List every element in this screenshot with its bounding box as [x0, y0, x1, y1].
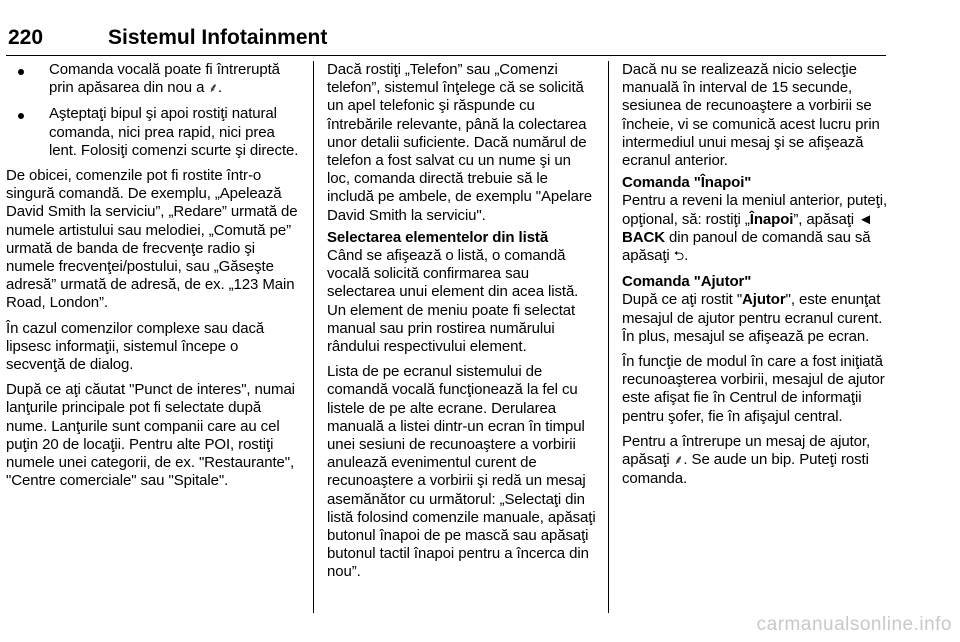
- paragraph: Când se afişează o listă, o comandă vocală solicită confirmarea sau selectarea unui element din acea listă. Un element de meniu poate fi selectat manual sau prin rostirea numărului rândului respectivului element.: [327, 247, 579, 356]
- column-divider-1: [313, 61, 314, 613]
- voice-command-icon: ⸙: [208, 81, 219, 97]
- bold-text: Ajutor: [742, 291, 786, 309]
- paragraph: Dacă nu se realizează nicio selecţie manuală în interval de 15 secunde, sesiunea de recunoaştere a vorbirii se încheie, vi se comunică acest lucru prin intermediul unui mesaj şi se afişează ecranul anterior.: [622, 61, 880, 170]
- paragraph: [622, 192, 890, 266]
- bullet-item: [6, 61, 300, 98]
- bullet-item: [6, 105, 300, 160]
- text-run: din panoul de comandă sau să apăsaţi: [622, 228, 871, 265]
- column-1: [6, 61, 300, 497]
- bullet-dot: [18, 113, 24, 119]
- column-2: [327, 61, 597, 589]
- bullet-text: Comanda vocală poate fi întreruptă prin apăsarea din nou a: [49, 61, 280, 97]
- text-run: ", este enunţat mesajul de ajutor pentru ecranul curent. În plus, mesajul se afişează pe ecran.: [622, 291, 883, 345]
- section-heading: Comanda "Înapoi": [622, 174, 752, 192]
- text-run: ”, apăsaţi: [793, 210, 859, 228]
- voice-command-icon: ⸙: [673, 453, 684, 469]
- text-run: După ce aţi rostit ": [622, 291, 743, 309]
- page-header: [6, 26, 327, 56]
- watermark: carmanualsonline.info: [756, 614, 952, 635]
- column-divider-2: [608, 61, 609, 613]
- text-run: .: [684, 247, 689, 265]
- section-heading: Comanda "Ajutor": [622, 273, 752, 291]
- text-run: Pentru a reveni la meniul anterior, puteţi, opţional, să: rostiţi „: [622, 192, 888, 228]
- back-button-label: ◄ BACK: [622, 210, 873, 246]
- text-run: Pentru a întrerupe un mesaj de ajutor, apăsaţi: [622, 432, 871, 469]
- text-run: . Se aude un bip. Puteţi rosti comanda.: [622, 451, 869, 488]
- header-divider: [6, 55, 886, 56]
- paragraph: Dacă rostiţi „Telefon” sau „Comenzi telefon”, sistemul înţelege că se solicită un apel telefonic şi răspunde cu întrebările relevante, până la colectarea unor detalii suficiente. Dacă numărul de telefon a fost salvat cu un nume şi un loc, comanda directă trebuie să le includă pe ambele, de exemplu "Apelare David Smith la serviciu".: [327, 61, 593, 224]
- paragraph: [622, 291, 890, 346]
- paragraph: Lista de pe ecranul sistemului de comandă vocală funcţionează la fel cu listele de pe alte ecrane. Derularea manuală a listei dintr-un ecran în timpul unei sesiuni de recunoaştere a vorbirii anulează evenimentul curent de recunoaştere a vorbirii şi redă un mesaj asemănător cu următorul: „Selectaţi din listă folosind comenzile manuale, apăsaţi butonul înapoi de pe mască sau apăsaţi butonul tactil înapoi pentru a încerca din nou”.: [327, 363, 596, 581]
- paragraph: În cazul comenzilor complexe sau dacă lipsesc informaţii, sistemul începe o secvenţă de dialog.: [6, 319, 265, 374]
- section-heading: Selectarea elementelor din listă: [327, 228, 549, 246]
- page-title: Sistemul Infotainment: [108, 26, 328, 49]
- paragraph: De obicei, comenzile pot fi rostite într-o singură comandă. De exemplu, „Apelează David Smith la serviciu”, „Redare” urmată de numele artistului sau melodiei, „Comută pe” urmată de banda de frecvenţe radio şi numele frecvenţei/postului, sau „Găseşte adresă” urmată de adresă, de ex. „123 Main Road, London”.: [6, 167, 298, 312]
- bullet-text: Aşteptaţi bipul şi apoi rostiţi natural comanda, nici prea rapid, nici prea lent. Folosiţi comenzi scurte şi directe.: [49, 105, 299, 159]
- back-arrow-icon: ⮌: [673, 249, 685, 265]
- bullet-dot: [18, 69, 24, 75]
- column-3: [622, 61, 890, 495]
- bold-text: Înapoi: [749, 210, 794, 228]
- paragraph: [622, 433, 890, 489]
- bullet-text-end: .: [218, 79, 223, 97]
- paragraph: În funcţie de modul în care a fost iniţiată recunoaşterea vorbirii, mesajul de ajutor este afişat fie în Centrul de informaţii pentru şofer, fie în afişajul central.: [622, 353, 885, 425]
- page-number: 220: [8, 26, 44, 49]
- paragraph: După ce aţi căutat "Punct de interes", numai lanţurile principale pot fi selectate după nume. Lanţurile sunt companii care au cel puţin 20 de locaţii. Pentru alte POI, rostiţi numele unei categorii, de ex. "Restaurante", "Centre comerciale" sau "Spitale".: [6, 381, 295, 490]
